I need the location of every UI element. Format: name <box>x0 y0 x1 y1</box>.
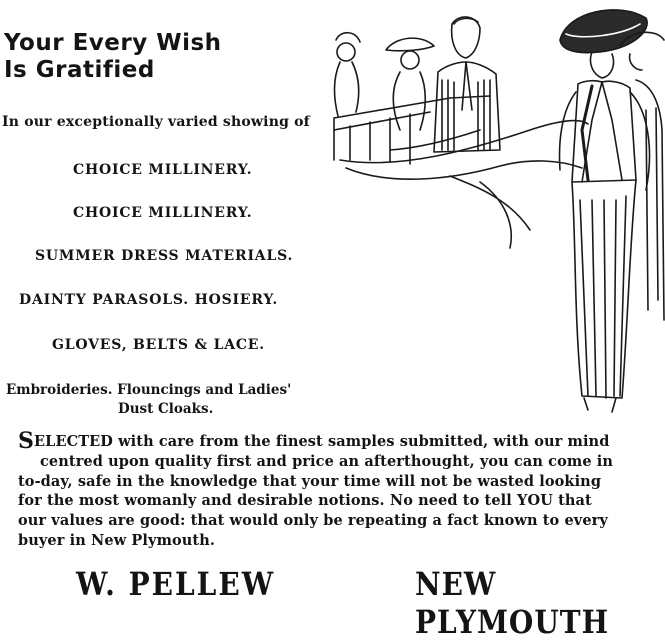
item-choice-millinery-2: CHOICE MILLINERY. <box>73 205 253 221</box>
body-line-6: buyer in New Plymouth. <box>18 531 216 549</box>
intro-text: In our exceptionally varied showing of <box>2 114 310 130</box>
body-line-3: to-day, safe in the knowledge that your time will not be wasted looking <box>18 472 602 490</box>
item-summer-dress-materials: SUMMER DRESS MATERIALS. <box>35 248 294 264</box>
dropcap-letter: S <box>18 428 34 454</box>
woman-left-figure <box>335 33 361 116</box>
embroideries-text <box>6 381 291 419</box>
item-choice-millinery-1: CHOICE MILLINERY. <box>73 162 253 178</box>
headline-line-1: Your Every Wish <box>4 30 222 56</box>
body-line-2: centred upon quality first and price an afterthought, you can come in <box>40 452 614 470</box>
embroideries-line-1: Embroideries. Flouncings and Ladies' <box>6 382 292 398</box>
firm-name: W. PELLEW <box>76 565 276 603</box>
man-figure <box>434 17 500 152</box>
body-line-5: our values are good: that would only be repeating a fact known to every <box>18 512 608 530</box>
fashion-illustration <box>330 0 665 428</box>
body-paragraph <box>18 428 654 551</box>
woman-right-figure <box>620 32 664 320</box>
body-line-1: ELECTED with care from the finest samples submitted, with our mind <box>34 433 610 450</box>
headline <box>4 30 222 84</box>
item-gloves-belts-lace: GLOVES, BELTS & LACE. <box>52 337 265 353</box>
woman-main-figure <box>560 10 650 412</box>
town-name: NEW PLYMOUTH <box>415 565 610 641</box>
draped-fabric <box>340 121 588 248</box>
headline-line-2: Is Gratified <box>4 57 155 83</box>
body-line-4: for the most womanly and desirable notions. No need to tell YOU that <box>18 492 592 510</box>
embroideries-line-2: Dust Cloaks. <box>118 401 214 417</box>
item-dainty-parasols-hosiery: DAINTY PARASOLS. HOSIERY. <box>19 292 279 308</box>
